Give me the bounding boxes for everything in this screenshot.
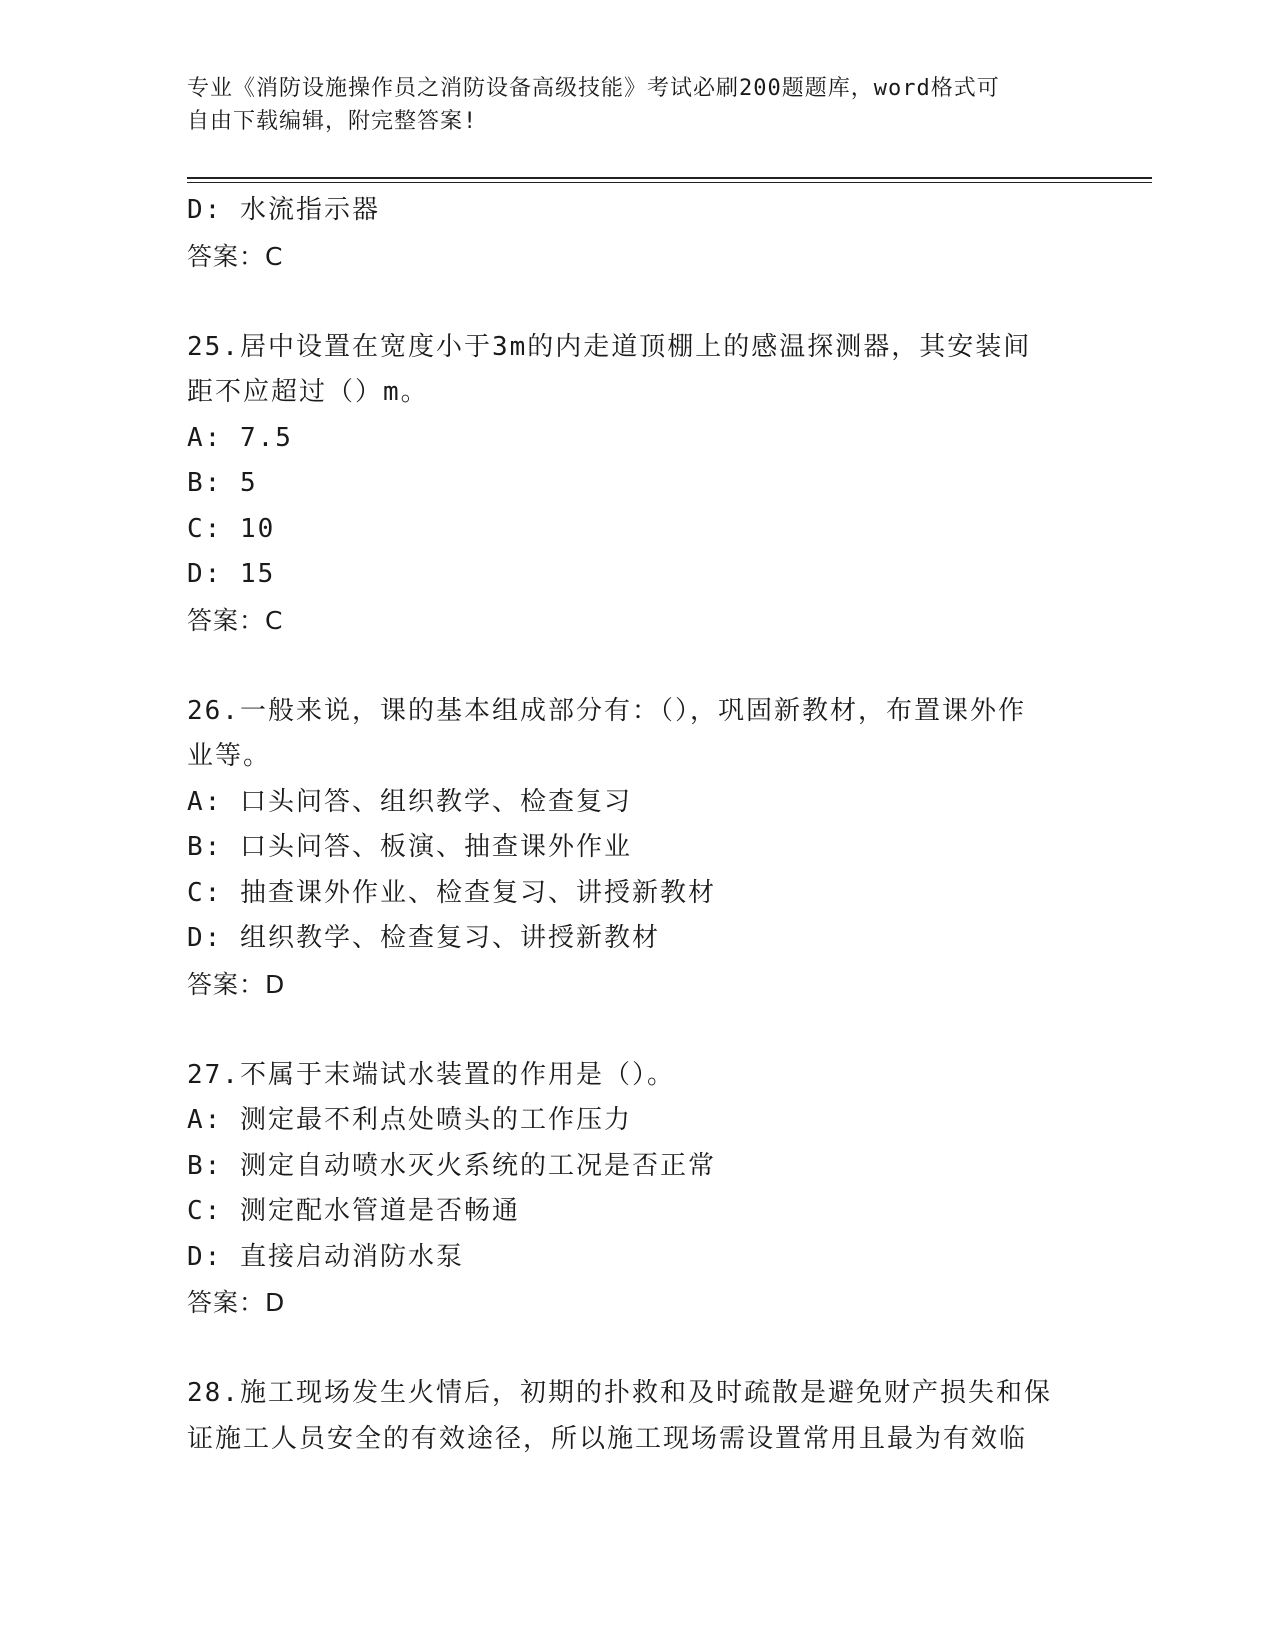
question-28 [187, 1371, 1087, 1462]
question-25-stem-line-2: 距不应超过（）m。 [187, 377, 429, 407]
question-26-option-d: D: 组织教学、检查复习、讲授新教材 [187, 923, 660, 953]
document-header [187, 72, 1087, 138]
question-27-option-b: B: 测定自动喷水灭火系统的工况是否正常 [187, 1150, 716, 1181]
question-28-stem-line-2: 证施工人员安全的有效途径，所以施工现场需设置常用且最为有效临 [187, 1423, 1028, 1454]
header-title-line-2: 自由下载编辑，附完整答案! [187, 109, 478, 134]
question-27-answer: 答案：D [187, 1288, 286, 1317]
question-25-stem-line-1: 25.居中设置在宽度小于3m的内走道顶棚上的感温探测器，其安装间 [187, 331, 1032, 362]
spacer [187, 1007, 1087, 1053]
question-26-stem-line-1: 26.一般来说，课的基本组成部分有：（），巩固新教材，布置课外作 [187, 695, 1026, 726]
question-25-option-d: D: 15 [187, 559, 276, 589]
question-25-option-a: A: 7.5 [187, 422, 293, 453]
question-26-option-b: B: 口头问答、板演、抽查课外作业 [187, 832, 632, 862]
question-26-stem-line-2: 业等。 [187, 741, 272, 771]
question-25-option-c: C: 10 [187, 513, 276, 544]
question-28-stem-line-1: 28.施工现场发生火情后，初期的扑救和及时疏散是避免财产损失和保 [187, 1378, 1052, 1408]
header-divider-thin [187, 182, 1152, 183]
question-25 [187, 325, 1087, 644]
question-24-answer: 答案：C [187, 241, 284, 271]
spacer [187, 643, 1087, 689]
question-27-option-d: D: 直接启动消防水泵 [187, 1241, 464, 1272]
question-26 [187, 689, 1087, 1008]
question-26-option-c: C: 抽查课外作业、检查复习、讲授新教材 [187, 877, 716, 908]
question-27 [187, 1053, 1087, 1326]
question-24-option-d: D: 水流指示器 [187, 195, 380, 225]
question-list [187, 188, 1087, 1462]
header-divider-thick [187, 177, 1152, 179]
question-25-answer: 答案：C [187, 605, 284, 635]
question-26-option-a: A: 口头问答、组织教学、检查复习 [187, 786, 632, 817]
spacer [187, 1326, 1087, 1372]
question-26-answer: 答案：D [187, 969, 286, 999]
header-title-line-1: 专业《消防设施操作员之消防设备高级技能》考试必刷200题题库，word格式可 [187, 76, 1000, 101]
question-25-option-b: B: 5 [187, 468, 258, 498]
question-27-option-c: C: 测定配水管道是否畅通 [187, 1196, 520, 1226]
spacer [187, 279, 1087, 325]
question-27-stem-line-1: 27.不属于末端试水装置的作用是（）。 [187, 1059, 675, 1090]
question-27-option-a: A: 测定最不利点处喷头的工作压力 [187, 1105, 632, 1135]
